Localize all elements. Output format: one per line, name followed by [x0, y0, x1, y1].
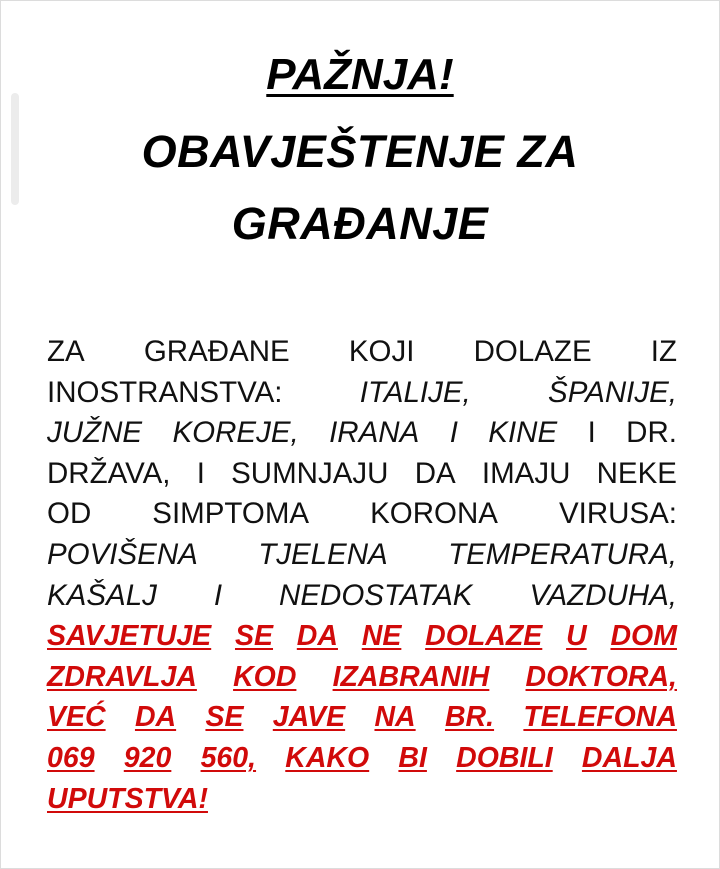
word: KAKO — [285, 741, 370, 774]
word: NEKE — [596, 456, 677, 490]
word: TELEFONA — [523, 701, 677, 734]
word: IMAJU — [481, 456, 571, 490]
word: UPUTSTVA! — [47, 782, 208, 815]
word: SIMPTOMA — [152, 497, 310, 531]
word: IRANA — [329, 416, 420, 450]
word: BR. — [444, 701, 495, 734]
word: INOSTRANSTVA: — [47, 375, 283, 409]
word: VEĆ — [47, 701, 106, 734]
word: NEDOSTATAK — [279, 578, 473, 612]
word: KOD — [233, 660, 297, 693]
word: KOREJE, — [172, 416, 299, 450]
word: DRŽAVA, — [47, 456, 171, 490]
notice-subtitle-line1: OBAVJEŠTENJE ZA — [141, 126, 579, 177]
word: DOBILI — [456, 741, 553, 774]
word: DR. — [626, 416, 677, 450]
warning-block — [47, 616, 677, 819]
word: DOLAZE — [473, 335, 592, 368]
word: KINE — [488, 416, 558, 450]
phone-number-part: 920 — [123, 741, 172, 774]
word: NA — [374, 701, 416, 734]
warning-line-3 — [47, 697, 677, 738]
word: NE — [361, 620, 402, 653]
word: DOM — [610, 620, 677, 653]
phone-number-part: 069 — [47, 741, 95, 774]
word: IZ — [650, 335, 677, 368]
word: ZA — [47, 335, 85, 368]
phone-number-part: 560, — [200, 741, 257, 774]
word: SE — [234, 620, 274, 653]
body-line-2 — [47, 373, 677, 414]
word: I — [587, 416, 596, 450]
word: DOLAZE — [425, 620, 543, 653]
notice-subtitle-line2: GRAĐANJE — [231, 198, 489, 249]
word: I — [196, 456, 205, 490]
word: KOJI — [348, 335, 415, 368]
word: SE — [205, 701, 244, 734]
word: VIRUSA: — [558, 497, 677, 531]
word: SUMNJAJU — [231, 456, 389, 490]
word: JAVE — [272, 701, 346, 734]
notice-body — [47, 332, 677, 819]
body-line-5 — [47, 494, 677, 535]
word: SAVJETUJE — [47, 620, 212, 653]
word: JUŽNE — [47, 416, 143, 450]
warning-line-2 — [47, 657, 677, 698]
body-line-3 — [47, 413, 677, 454]
word: DALJA — [581, 741, 677, 774]
body-line-6 — [47, 535, 677, 576]
body-line-4 — [47, 454, 677, 495]
word: DA — [134, 701, 177, 734]
word: DA — [296, 620, 338, 653]
word: POVIŠENA — [47, 537, 198, 571]
warning-line-1 — [47, 616, 677, 657]
word: DOKTORA, — [525, 660, 677, 693]
word: I — [213, 578, 223, 612]
word: OD — [47, 497, 92, 531]
word: TEMPERATURA, — [448, 537, 677, 571]
word: TJELENA — [258, 537, 388, 571]
word: IZABRANIH — [332, 660, 490, 693]
warning-line-4 — [47, 738, 677, 779]
word: VAZDUHA, — [529, 578, 677, 612]
notice-title: PAŽNJA! — [266, 50, 454, 99]
word: ŠPANIJE, — [548, 375, 677, 409]
body-line-7 — [47, 576, 677, 617]
word: KORONA — [370, 497, 498, 531]
word: GRAĐANE — [143, 335, 290, 368]
word: ITALIJE, — [359, 375, 471, 409]
word: U — [566, 620, 587, 653]
word: DA — [414, 456, 456, 490]
body-line-1 — [47, 332, 677, 373]
word: ZDRAVLJA — [47, 660, 197, 693]
word: KAŠALJ — [47, 578, 157, 612]
word: BI — [398, 741, 427, 774]
warning-line-5 — [47, 779, 677, 820]
word: I — [449, 416, 458, 450]
